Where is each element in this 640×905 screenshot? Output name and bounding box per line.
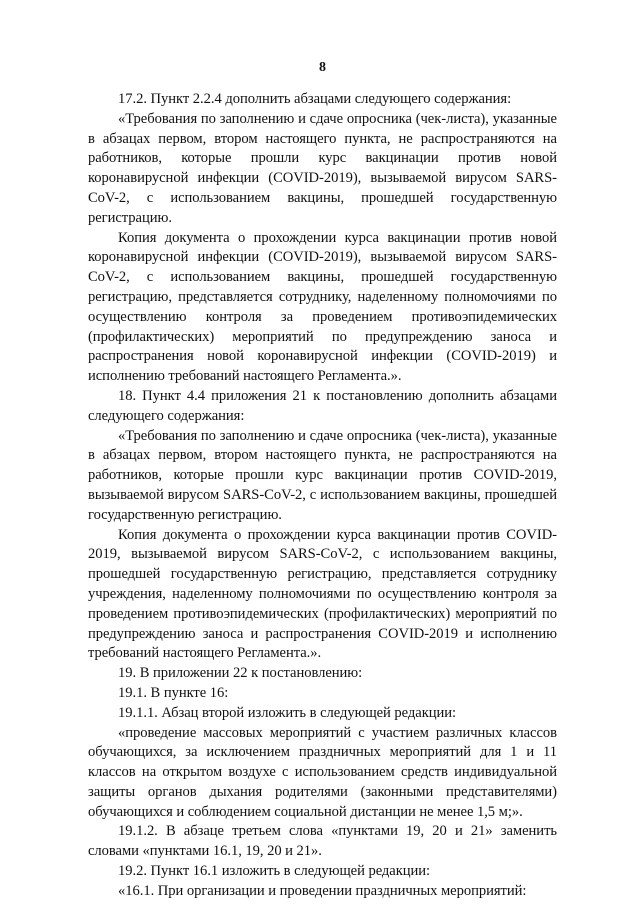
paragraph-17-2-quote-1: «Требования по заполнению и сдаче опросника (чек-листа), указанные в абзацах первом, втором настоящего пункта, не распространяются на работников, которые прошли курс вакцинации против новой коронавирусной инфекции (COVID-2019), вызываемой вирусом SARS-CoV-2, с использованием вакцины, прошедшей государственную регистрацию. bbox=[88, 110, 557, 226]
paragraph-18-quote-2: Копия документа о прохождении курса вакцинации против COVID-2019, вызываемой вирусом SARS-CoV-2, с использованием вакцины, прошедшей государственную регистрацию, представляется сотруднику учреждения, наделенному полномочиями по осуществлению контроля за проведением противоэпидемических (профилактических) мероприятий по предупреждению заноса и распространения COVID-2019 и исполнению требований настоящего Регламента.». bbox=[88, 526, 557, 662]
paragraph-19-2-quote: «16.1. При организации и проведении праздничных мероприятий: bbox=[118, 882, 527, 899]
paragraph-19-1-1-quote: «проведение массовых мероприятий с участием различных классов обучающихся, за исключением праздничных мероприятий для 1 и 11 классов на открытом воздухе с использованием средств индивидуальной защиты органов дыхания родителями (законными представителями) обучающихся и соблюдением социальной дистанции не менее 1,5 м;». bbox=[88, 724, 557, 820]
paragraph-17-2-quote-2: Копия документа о прохождении курса вакцинации против новой коронавирусной инфекции (COVID-2019), вызываемой вирусом SARS-CoV-2, с использованием вакцины, прошедшей государственную регистрацию, представляется сотруднику, наделенному полномочиями по осуществлению контроля за проведением противоэпидемических (профилактических) мероприятий по предупреждению заноса и распространения новой коронавирусной инфекции (COVID-2019) и исполнению требований настоящего Регламента.». bbox=[88, 229, 557, 385]
paragraph-17-2: 17.2. Пункт 2.2.4 дополнить абзацами следующего содержания: bbox=[118, 91, 512, 107]
paragraph-19-1-1: 19.1.1. Абзац второй изложить в следующей редакции: bbox=[118, 704, 457, 721]
page-number: 8 bbox=[319, 60, 326, 75]
paragraph-18: 18. Пункт 4.4 приложения 21 к постановлению дополнить абзацами следующего содержания: bbox=[88, 387, 557, 424]
paragraph-19-1-2: 19.1.2. В абзаце третьем слова «пунктами 19, 20 и 21» заменить словами «пунктами 16.1, 19, 20 и 21». bbox=[88, 823, 557, 860]
paragraph-18-quote-1: «Требования по заполнению и сдаче опросника (чек-листа), указанные в абзацах первом, втором настоящего пункта, не распространяются на работников, которые прошли курс вакцинации против COVID-2019, вызываемой вирусом SARS-CoV-2, с использованием вакцины, прошедшей государственную регистрацию. bbox=[88, 427, 557, 523]
paragraph-19-1: 19.1. В пункте 16: bbox=[118, 684, 229, 701]
paragraph-19: 19. В приложении 22 к постановлению: bbox=[118, 665, 363, 682]
document-body bbox=[88, 90, 557, 902]
paragraph-19-2: 19.2. Пункт 16.1 изложить в следующей редакции: bbox=[118, 863, 431, 880]
